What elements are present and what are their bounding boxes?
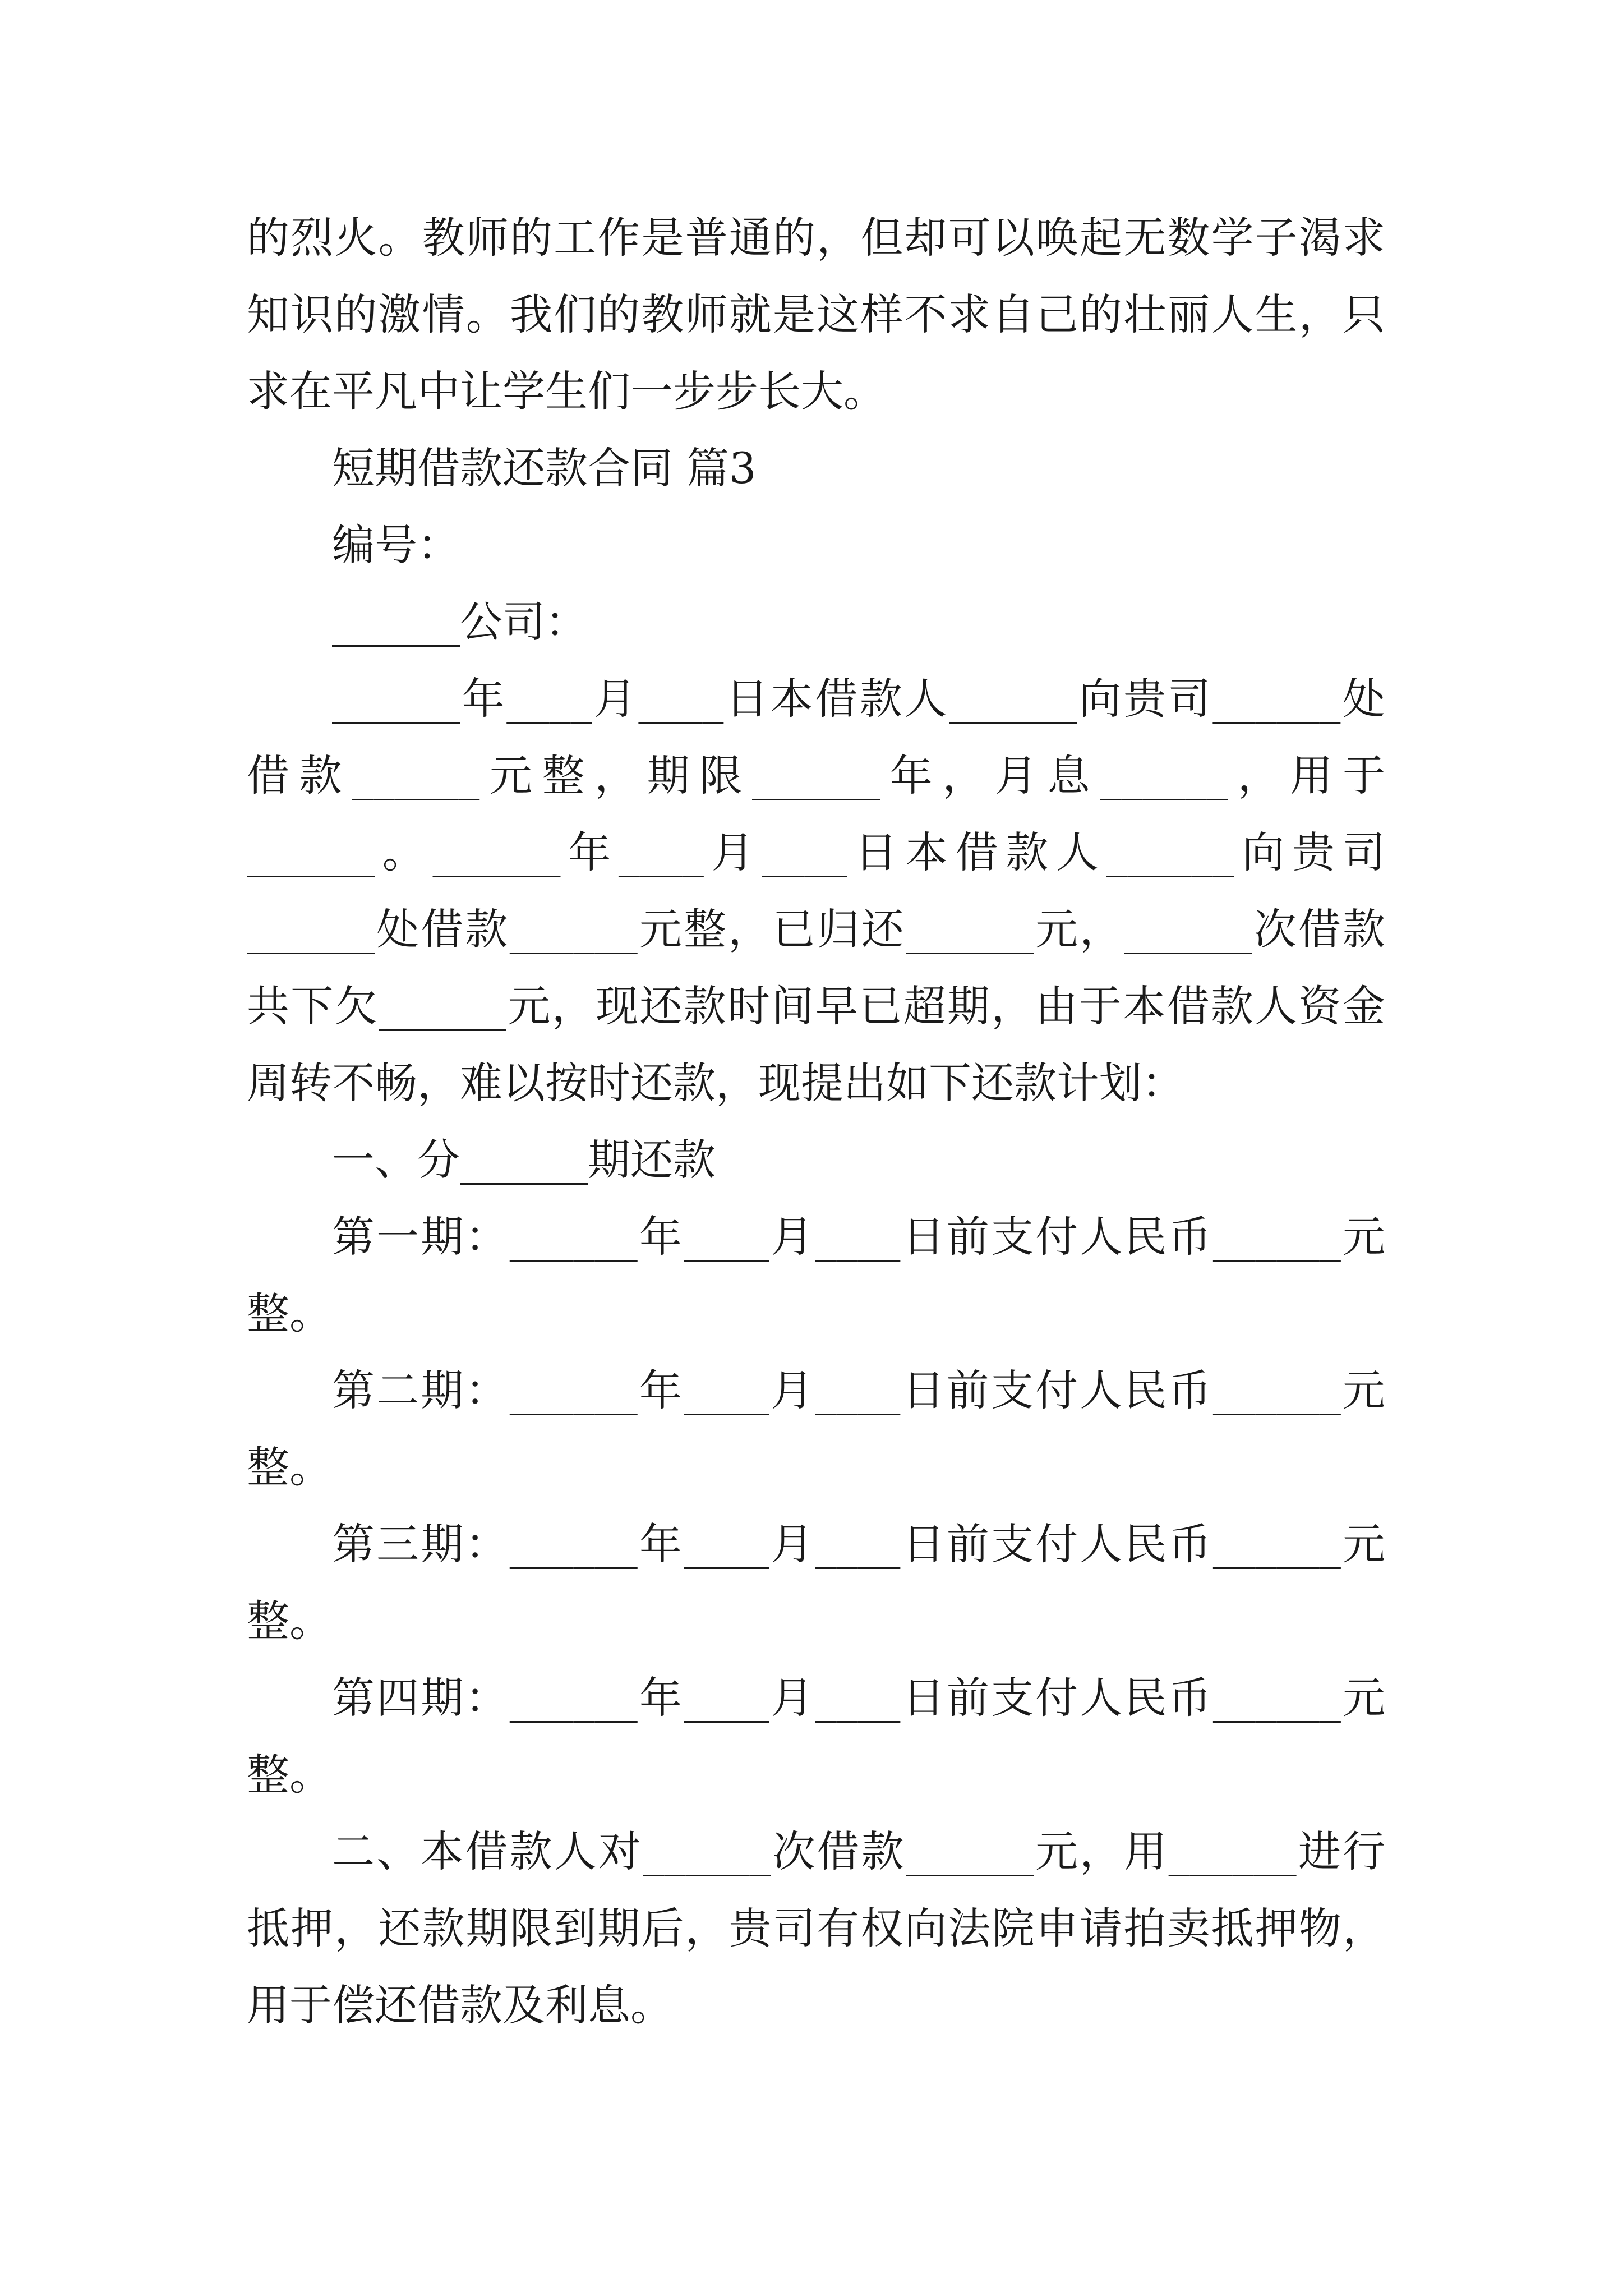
installment-1: 第一期：______年____月____日前支付人民币______元整。 <box>247 1212 1385 1338</box>
mortgage-clause: 二、本借款人对______次借款______元，用______进行抵押，还款期限到期后，贵司有权向法院申请拍卖抵押物，用于偿还借款及利息。 <box>247 1826 1385 2030</box>
contract-title: 短期借款还款合同 篇3 <box>332 443 757 493</box>
installment-3: 第三期：______年____月____日前支付人民币______元整。 <box>247 1519 1385 1646</box>
document-body <box>247 199 1385 2044</box>
loan-statement-paragraph: ______年____月____日本借款人______向贵司______处借款______元整，期限______年，月息______，用于______。______年____月____日本借款人______向贵司______处借款______元整，已归还______元，______次借款共下欠______元，现还款时间早已超期，由于本借款人资金周转不畅，难以按时还款，现提出如下还款计划： <box>247 674 1385 1108</box>
contract-number-label: 编号： <box>332 520 460 570</box>
installment-4: 第四期：______年____月____日前支付人民币______元整。 <box>247 1673 1385 1800</box>
company-salutation: ______公司： <box>332 597 588 647</box>
installment-heading: 一、分______期还款 <box>332 1135 716 1185</box>
paragraph-teacher-closing: 的烈火。教师的工作是普通的，但却可以唤起无数学子渴求知识的激情。我们的教师就是这样不求自己的壮丽人生，只求在平凡中让学生们一步步长大。 <box>247 213 1385 416</box>
installment-2: 第二期：______年____月____日前支付人民币______元整。 <box>247 1365 1385 1492</box>
